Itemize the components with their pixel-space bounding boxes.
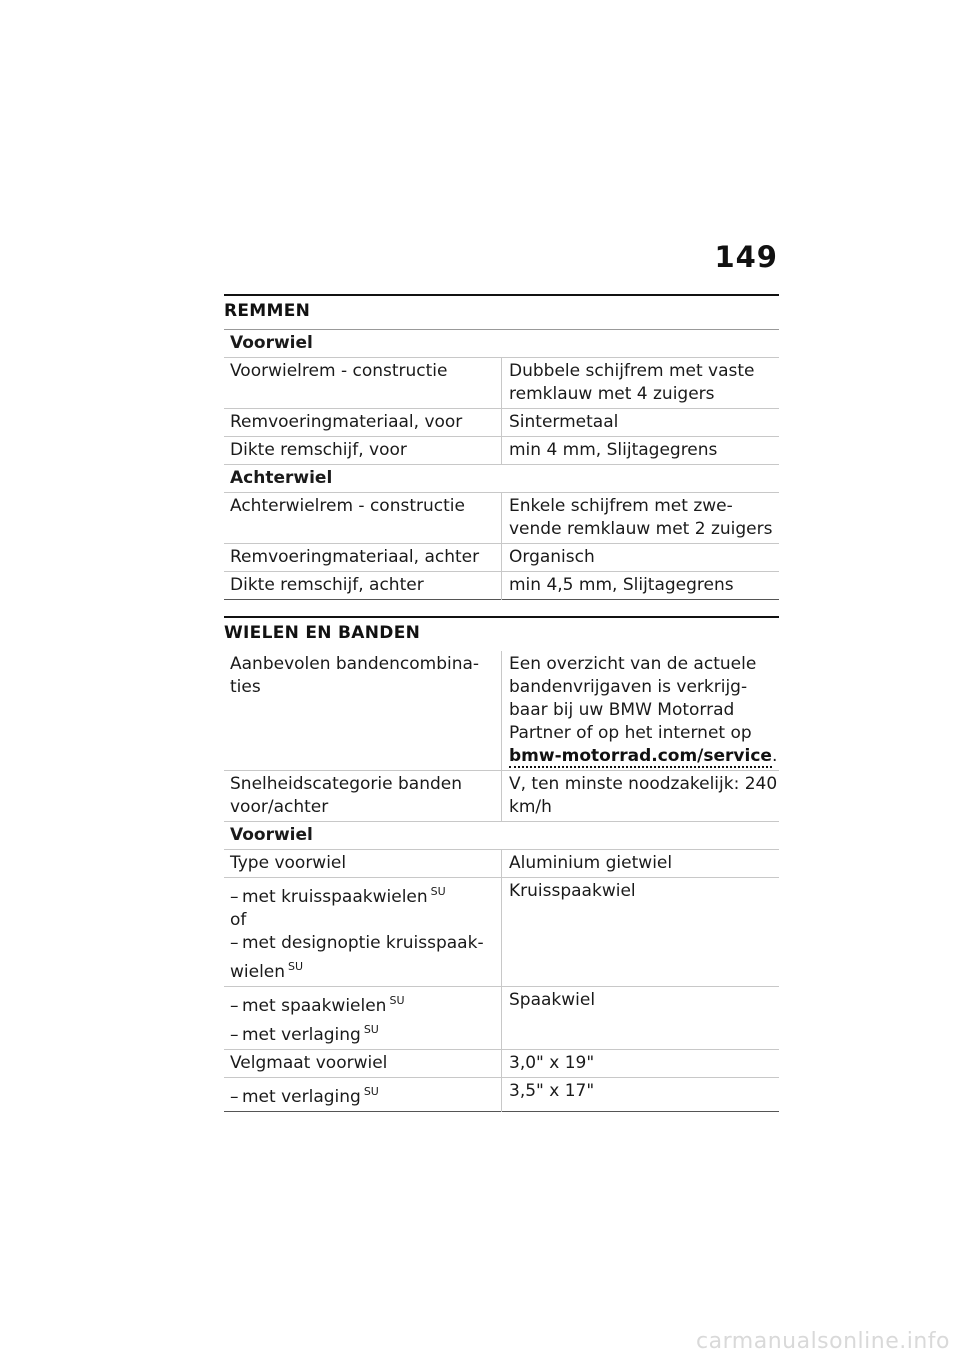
row-value: Aluminium gietwiel (509, 853, 673, 873)
row-value: Sintermetaal (509, 412, 619, 432)
table-row (224, 987, 779, 1050)
row-label (224, 878, 502, 987)
service-link[interactable]: bmw-motorrad.com/service (509, 746, 772, 766)
wheels-section (224, 616, 779, 1112)
row-value: min 4,5 mm, Slijtagegrens (509, 575, 734, 595)
dash: – (230, 1087, 239, 1107)
table-row (224, 409, 779, 437)
su-marker: SU (363, 1023, 379, 1036)
subheading-front-wheel: Voorwiel (224, 330, 779, 358)
row-label (224, 987, 502, 1050)
row-value: Organisch (509, 547, 595, 567)
row-label: Remvoeringmateriaal, voor (224, 409, 502, 437)
row-label: Snelheidscategorie banden voor/achter (224, 771, 502, 822)
row-label: Achterwielrem - constructie (224, 493, 502, 544)
row-label: Velgmaat voorwiel (224, 1050, 502, 1078)
row-value (502, 651, 780, 771)
row-value: 3,0" x 19" (509, 1053, 595, 1073)
wheels-table (224, 651, 779, 1112)
dash: – (230, 1025, 239, 1045)
su-marker: SU (288, 960, 304, 973)
section-title-wheels: WIELEN EN BANDEN (224, 623, 421, 643)
table-row (224, 493, 779, 544)
table-row (224, 437, 779, 465)
section-title-brakes: REMMEN (224, 301, 311, 321)
dash: – (230, 996, 239, 1016)
row-value: Dubbele schijfrem met vaste remklauw met 4 zuigers (509, 361, 755, 404)
table-row (224, 651, 779, 771)
table-row (224, 572, 779, 600)
row-label: Dikte remschijf, achter (224, 572, 502, 600)
period: . (771, 746, 778, 766)
su-marker: SU (363, 1085, 379, 1098)
su-marker: SU (430, 885, 446, 898)
row-label: Aanbevolen bandencombina-ties (224, 651, 502, 771)
row-value: min 4 mm, Slijtagegrens (509, 440, 718, 460)
dash: – (230, 887, 239, 907)
page-content (224, 294, 779, 1112)
table-row (224, 1050, 779, 1078)
row-label: Voorwielrem - constructie (224, 358, 502, 409)
row-value: Kruisspaakwiel (509, 881, 636, 901)
brakes-table (224, 329, 779, 600)
row-label: Type voorwiel (224, 850, 502, 878)
option-cross-spoke: – met kruisspaakwielen $^{SU}$ (230, 885, 446, 907)
subheading-front-wheel: Voorwiel (224, 822, 779, 850)
row-value: V, ten minste noodzakelijk: 240 km/h (509, 774, 778, 817)
table-row (224, 1078, 779, 1112)
brakes-section (224, 294, 779, 600)
option-lowering: – met verlaging $^{SU}$ (230, 1023, 379, 1045)
option-design: – met designoptie kruisspaak-wielen $^{SU}$ (230, 933, 484, 982)
row-value: Spaakwiel (509, 990, 596, 1010)
tyre-combo-text: Een overzicht van de actuele bandenvrijgaven is verkrijg-baar bij uw BMW Motorrad Partner of op het internet op (509, 654, 757, 743)
table-row (224, 771, 779, 822)
option-spoke: – met spaakwielen $^{SU}$ (230, 994, 405, 1016)
row-label: Dikte remschijf, voor (224, 437, 502, 465)
or-text: of (230, 910, 247, 930)
subheading-rear-wheel: Achterwiel (224, 465, 779, 493)
row-value: Enkele schijfrem met zwe-vende remklauw met 2 zuigers (509, 496, 773, 539)
row-label: Remvoeringmateriaal, achter (224, 544, 502, 572)
dash: – (230, 933, 239, 953)
row-label: – met verlaging $^{SU}$ (224, 1078, 502, 1112)
su-marker: SU (389, 994, 405, 1007)
table-row (224, 358, 779, 409)
page-number: 149 (714, 240, 778, 274)
table-row (224, 544, 779, 572)
table-row (224, 850, 779, 878)
table-row (224, 878, 779, 987)
row-value: 3,5" x 17" (509, 1081, 595, 1101)
watermark: carmanualsonline.info (696, 1329, 950, 1354)
